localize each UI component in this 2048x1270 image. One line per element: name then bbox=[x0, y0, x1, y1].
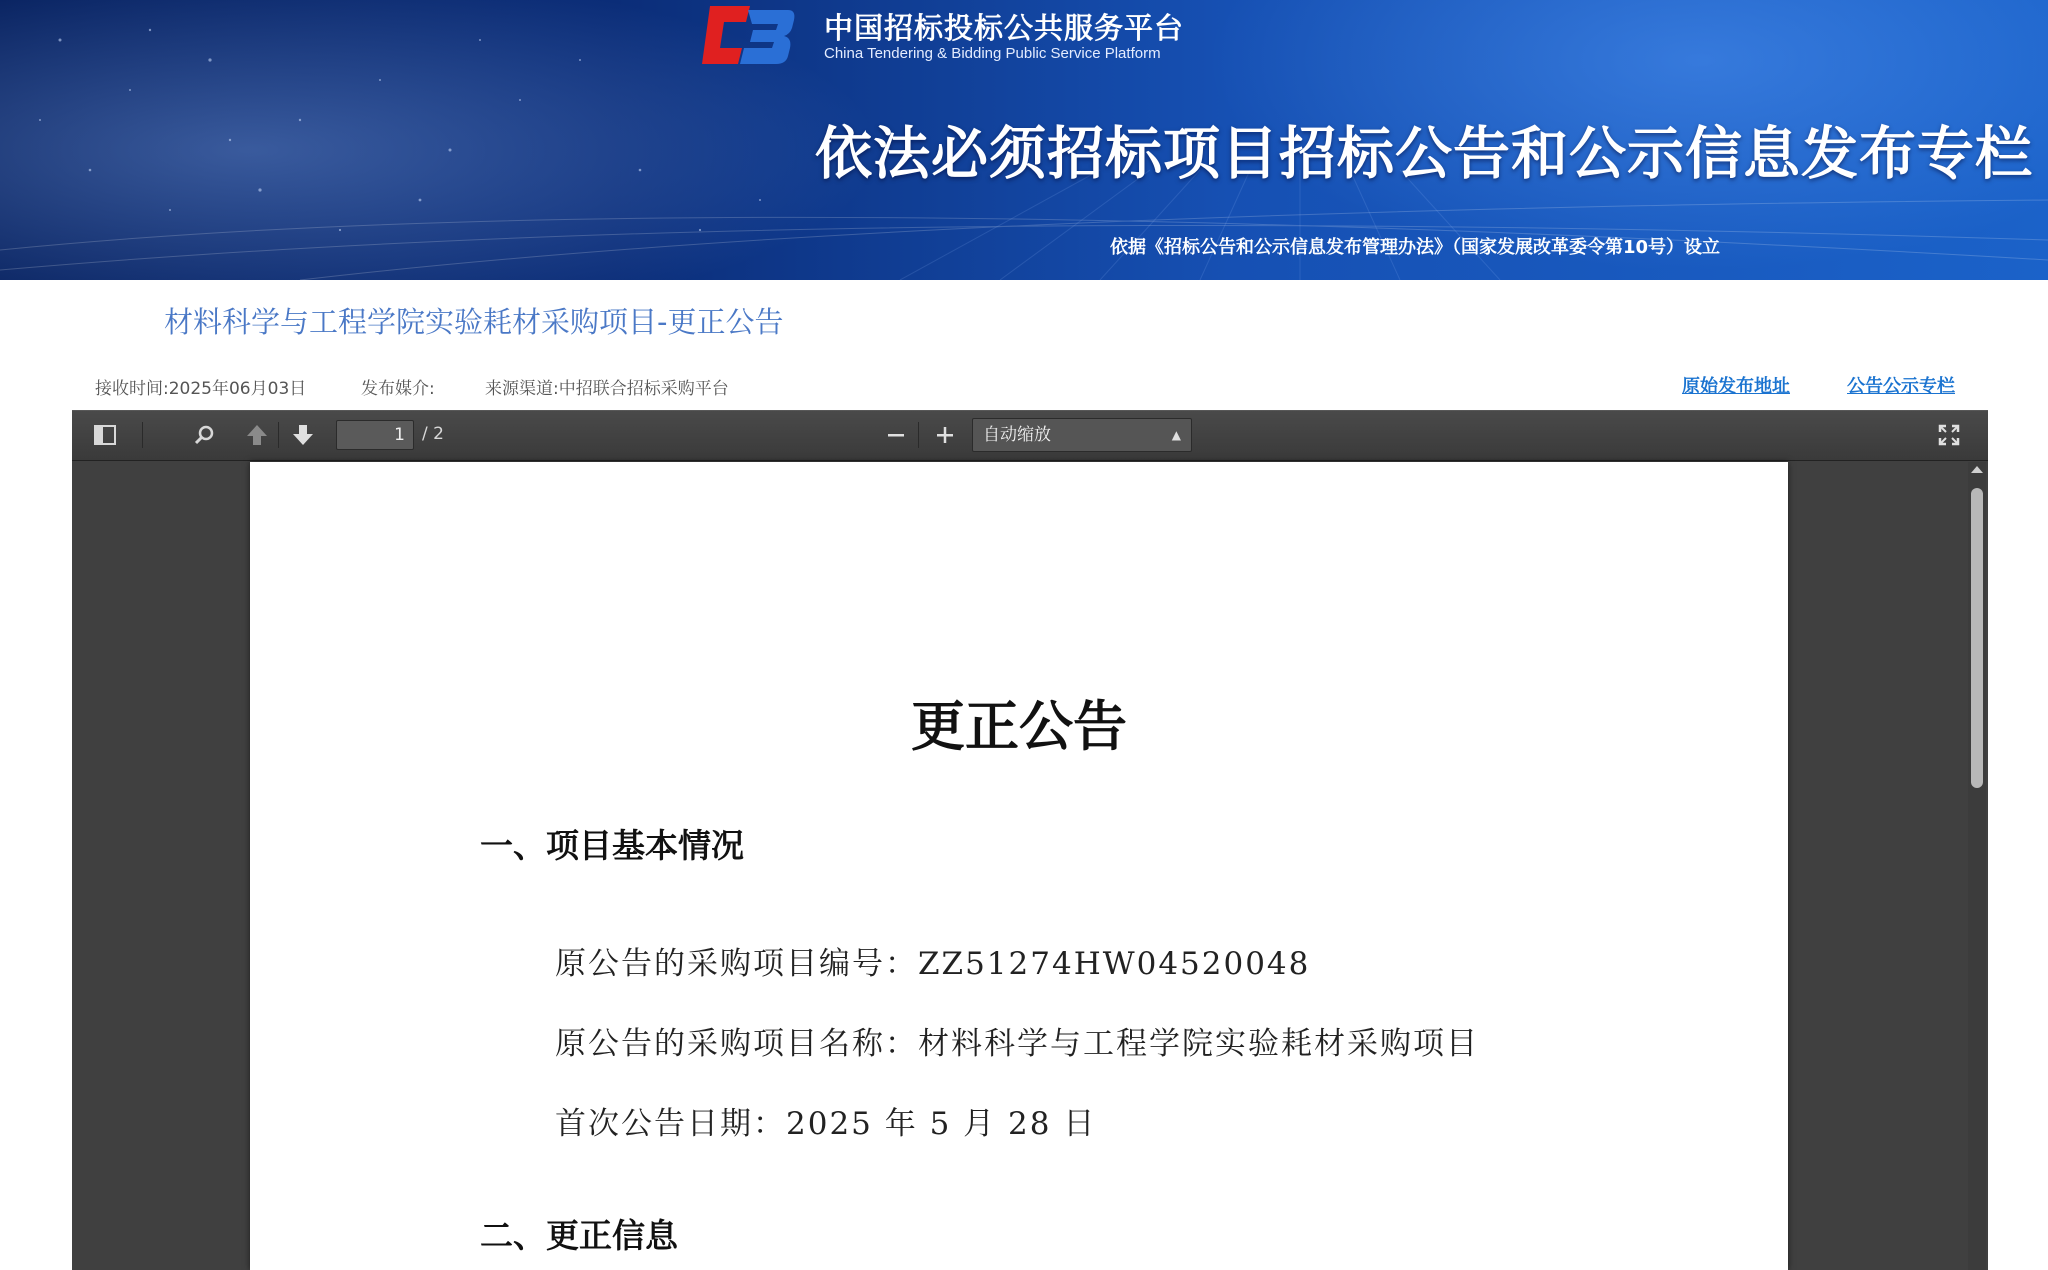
section-heading: 二、更正信息 bbox=[480, 1216, 678, 1255]
scroll-thumb[interactable] bbox=[1971, 488, 1983, 788]
pdf-page bbox=[250, 462, 1788, 1270]
previous-page-button[interactable] bbox=[242, 420, 272, 450]
document-line: 原公告的采购项目编号：ZZ51274HW04520048 bbox=[555, 946, 1311, 982]
toolbar-separator bbox=[142, 422, 143, 448]
document-line: 原公告的采购项目名称：材料科学与工程学院实验耗材采购项目 bbox=[555, 1026, 1479, 1062]
site-name-cn: 中国招标投标公共服务平台 bbox=[824, 11, 1185, 45]
section-heading: 一、项目基本情况 bbox=[480, 826, 744, 865]
zoom-out-button[interactable] bbox=[881, 420, 911, 450]
pdf-toolbar bbox=[72, 410, 1988, 461]
fullscreen-button[interactable] bbox=[1934, 420, 1964, 450]
column-link[interactable]: 公告公示专栏 bbox=[1847, 376, 1955, 397]
toolbar-separator bbox=[918, 422, 919, 448]
toolbar-separator bbox=[278, 422, 279, 448]
zoom-select[interactable] bbox=[972, 418, 1192, 452]
zoom-out-icon bbox=[886, 425, 906, 445]
publish-media: 发布媒介: bbox=[361, 379, 435, 399]
source-channel: 来源渠道:中招联合招标采购平台 bbox=[485, 379, 729, 399]
received-time: 接收时间:2025年06月03日 bbox=[95, 379, 307, 399]
pdf-viewer bbox=[72, 410, 1988, 1270]
platform-logo bbox=[690, 0, 800, 72]
original-link[interactable]: 原始发布地址 bbox=[1682, 376, 1790, 397]
document-line: 首次公告日期：2025 年 5 月 28 日 bbox=[555, 1106, 1097, 1142]
document-title: 更正公告 bbox=[911, 694, 1127, 758]
next-page-button[interactable] bbox=[288, 420, 318, 450]
zoom-in-button[interactable] bbox=[930, 420, 960, 450]
page-number-input[interactable]: 1 bbox=[336, 420, 414, 450]
scroll-up-arrow-icon[interactable] bbox=[1971, 466, 1983, 473]
down-arrow-icon bbox=[292, 423, 314, 447]
banner-title: 依法必须招标项目招标公告和公示信息发布专栏 bbox=[815, 121, 2033, 187]
banner-subtitle: 依据《招标公告和公示信息发布管理办法》（国家发展改革委令第10号）设立 bbox=[1110, 237, 1721, 258]
sidebar-toggle-button[interactable] bbox=[90, 420, 120, 450]
search-icon bbox=[194, 424, 216, 446]
site-name-en: China Tendering & Bidding Public Service Platform bbox=[824, 45, 1161, 62]
zoom-in-icon bbox=[935, 425, 955, 445]
up-arrow-icon bbox=[246, 423, 268, 447]
sidebar-icon bbox=[94, 425, 116, 445]
fullscreen-icon bbox=[1938, 424, 1960, 446]
vertical-scrollbar[interactable] bbox=[1968, 462, 1986, 1270]
zoom-select-value: 自动缩放 bbox=[983, 425, 1051, 445]
select-arrows-icon: ▲ bbox=[1171, 428, 1181, 442]
page-total: / 2 bbox=[422, 424, 444, 444]
page-title: 材料科学与工程学院实验耗材采购项目-更正公告 bbox=[164, 305, 784, 339]
header-banner bbox=[0, 0, 2048, 280]
find-button[interactable] bbox=[190, 420, 220, 450]
